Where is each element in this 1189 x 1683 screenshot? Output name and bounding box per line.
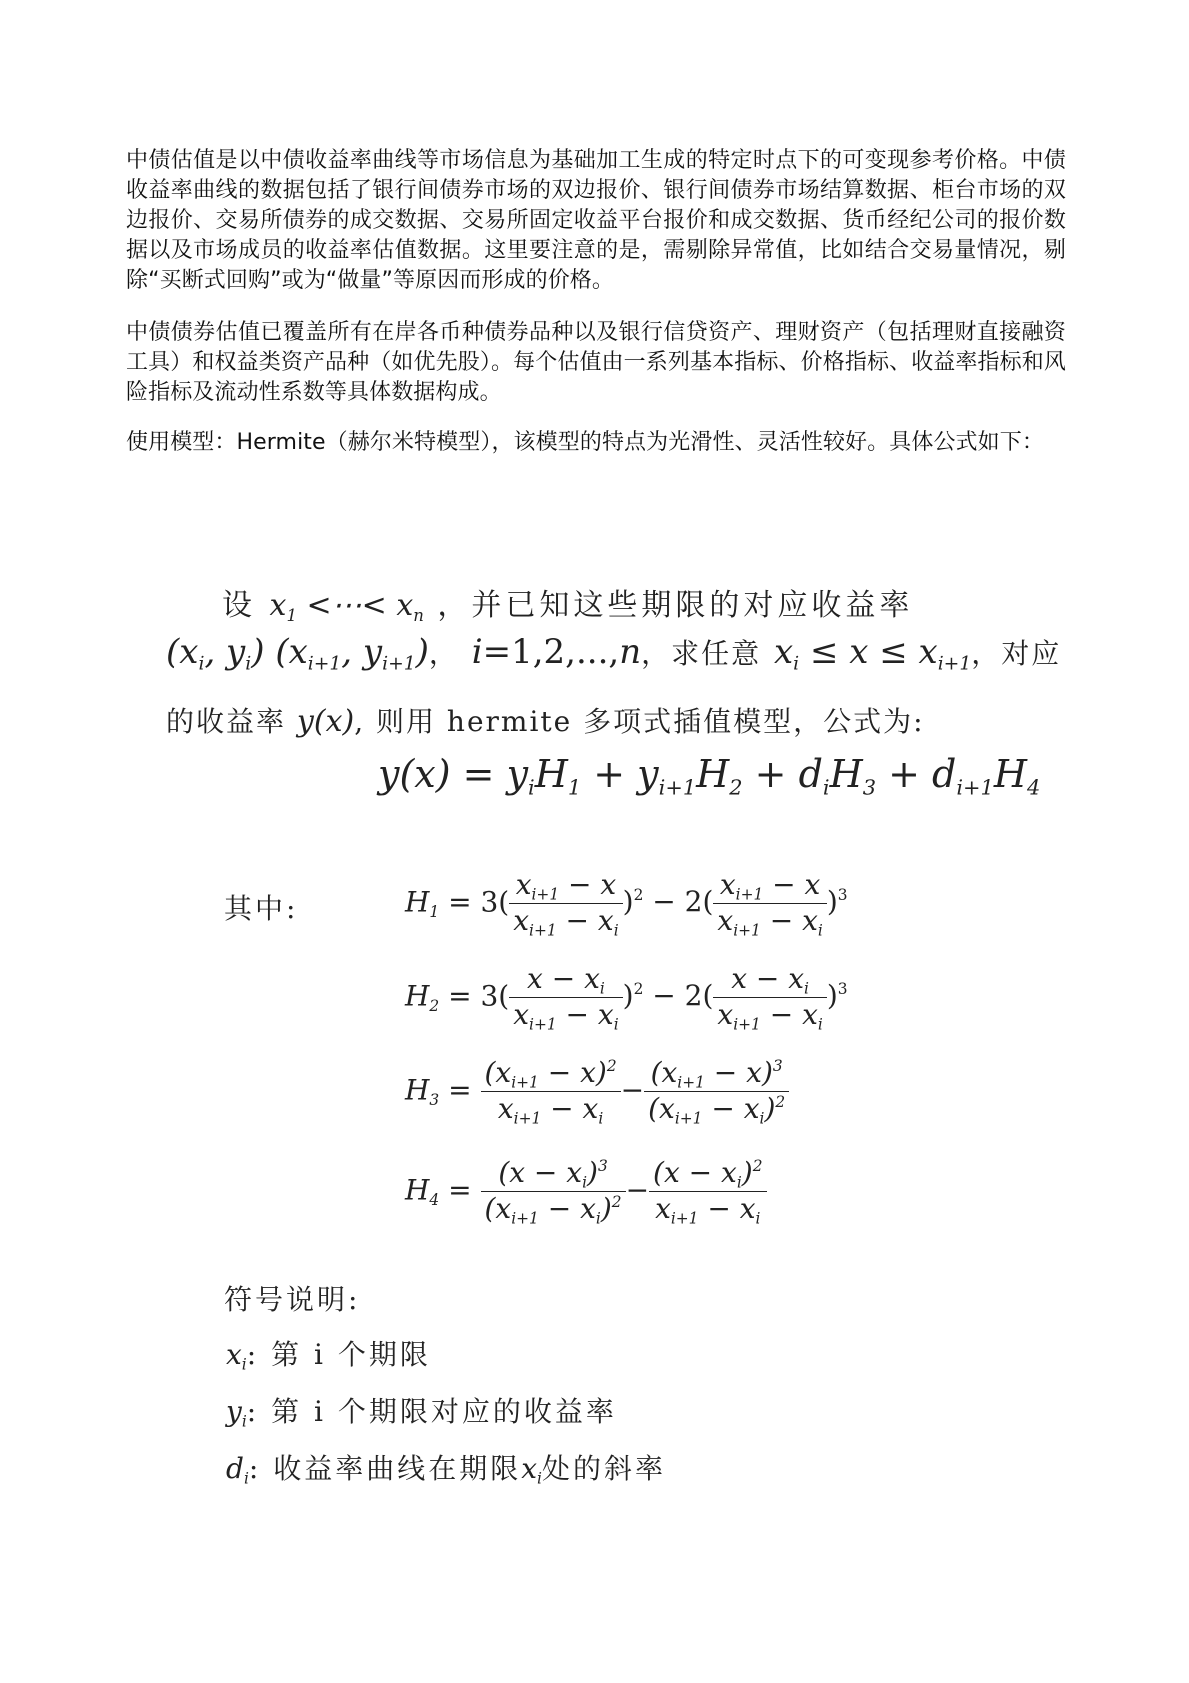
paragraph-model-intro: 使用模型：Hermite（赫尔米特模型），该模型的特点为光滑性、灵活性较好。具体公式如下： — [126, 430, 1044, 455]
formula-main-equation: $y(x) = y_iH_1 + y_{i+1}H_2 + d_iH_3 + d_{i+1}H_4$ — [378, 752, 1041, 800]
intro-text-corresponding: ，对应 — [971, 637, 1062, 670]
intro-math-x-range: $x_1$ <⋯< $x_n$ — [269, 588, 424, 625]
formula-intro-line-3 — [166, 700, 925, 740]
intro-text-find: ，求任意 — [641, 637, 762, 670]
paragraph-valuation-definition: 中债估值是以中债收益率曲线等市场信息为基础加工生成的特定时点下的可变现参考价格。中债收益率曲线的数据包括了银行间债券市场的双边报价、银行间债券市场结算数据、柜台市场的双边报价、交易所债券的成交数据、交易所固定收益平台报价和成交数据、货币经纪公司的报价数据以及市场成员的收益率估值数据。这里要注意的是，需剔除异常值，比如结合交易量情况，剔除“买断式回购”或为“做量”等原因而形成的价格。 — [126, 148, 1066, 293]
intro-math-interval: $x_i \le x \le x_{i+1}$ — [773, 632, 972, 675]
formula-h3: $H_3$ = $\frac{(x_{i+1} - x)^2}{x_{i+1} - x_i}$ − $\frac{(x_{i+1} - x)^3}{(x_{i+1} - x_i)^2}$ — [405, 1056, 789, 1128]
symbol-y-definition: $y_i$: 第 i 个期限对应的收益率 — [226, 1395, 617, 1431]
symbol-d-text-1: 收益率曲线在期限 — [273, 1452, 522, 1485]
intro-text-model: , 则用 hermite 多项式插值模型，公式为: — [354, 705, 925, 738]
intro-math-points: ($x_i$, $y_i$) ($x_{i+1}$, $y_{i+1}$) — [166, 632, 429, 675]
symbol-y-text: 第 i 个期限对应的收益率 — [271, 1395, 617, 1428]
formula-where-label: 其中: — [224, 892, 299, 925]
symbol-d-definition: $d_i$: 收益率曲线在期限$x_i$处的斜率 — [226, 1452, 666, 1488]
symbol-y-math: $y_i$ — [226, 1395, 247, 1431]
intro-text-she: 设 — [222, 588, 256, 623]
formula-h4: $H_4$ = $\frac{(x - x_i)^3}{(x_{i+1} - x_i)^2}$ − $\frac{(x - x_i)^2}{x_{i+1} - x_i}$ — [405, 1156, 767, 1228]
symbols-title: 符号说明: — [224, 1283, 361, 1316]
formula-h1: $H_1 = 3$( $\frac{x_{i+1} - x}{x_{i+1} - x_i}$ )$^2$ − 2( $\frac{x_{i+1} - x}{x_{i+1} - x_i}$ )$^3$ — [405, 868, 848, 940]
intro-math-yx: y(x) — [296, 704, 355, 739]
formula-h2: $H_2 = 3$( $\frac{x - x_i}{x_{i+1} - x_i}$ )$^2$ − 2( $\frac{x - x_i}{x_{i+1} - x_i}$ )$^3$ — [405, 962, 848, 1034]
symbol-x-definition: $x_i$: 第 i 个期限 — [226, 1338, 431, 1374]
intro-text-yield: 的收益率 — [166, 705, 287, 738]
formula-intro-line-1 — [222, 580, 913, 625]
symbol-d-x-math: $x_i$ — [521, 1452, 542, 1488]
symbol-x-text: 第 i 个期限 — [271, 1338, 431, 1371]
formula-intro-line-2 — [166, 632, 1061, 675]
intro-text-comma: ， — [428, 637, 459, 670]
intro-math-index-values: =1,2,...,n — [482, 632, 642, 672]
intro-text-known: ，并已知这些期限的对应收益率 — [437, 588, 914, 623]
paragraph-coverage: 中债债券估值已覆盖所有在岸各币种债券品种以及银行信贷资产、理财资产（包括理财直接融资工具）和权益类资产品种（如优先股）。每个估值由一系列基本指标、价格指标、收益率指标和风险指标及流动性系数等具体数据构成。 — [126, 320, 1066, 405]
symbol-d-text-2: 处的斜率 — [541, 1452, 666, 1485]
intro-math-index: i — [471, 632, 483, 672]
symbol-d-math: $d_i$ — [226, 1452, 249, 1488]
symbol-x-math: $x_i$ — [226, 1338, 247, 1374]
